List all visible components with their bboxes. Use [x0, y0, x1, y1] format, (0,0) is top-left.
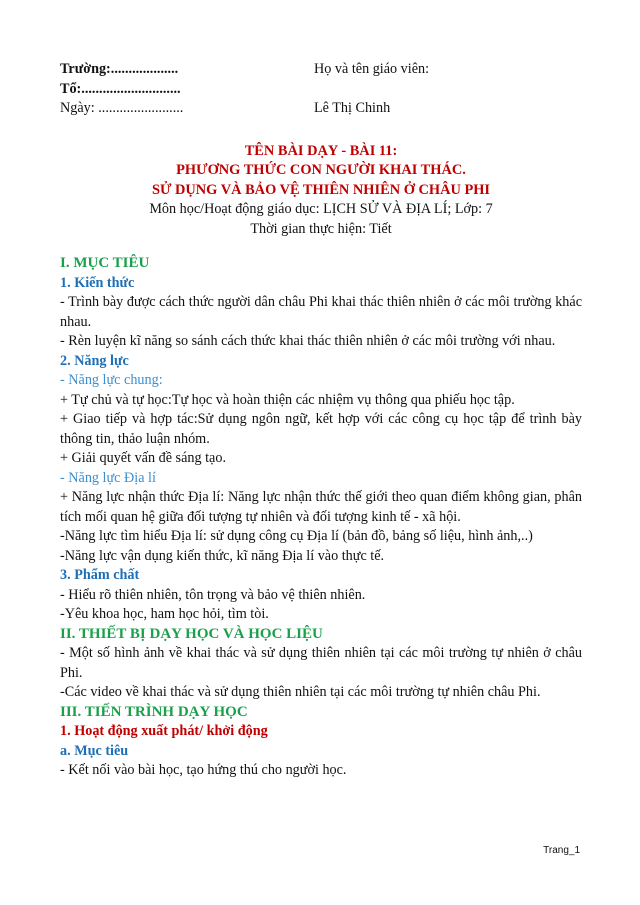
quality-heading: 3. Phẩm chất	[60, 567, 140, 583]
geography-competence-2: -Năng lực tìm hiểu Địa lí: sử dụng công cụ Địa lí (bản đồ, bảng số liệu, hình ảnh,..)	[60, 528, 533, 544]
section-1-heading: I. MỤC TIÊU	[60, 255, 150, 271]
geography-competence-1: + Năng lực nhận thức Địa lí: Năng lực nhận thức thế giới theo quan điểm không gian, phân tích mối quan hệ giữa đối tượng tự nhiên và đối tượng kinh tế - xã hội.	[60, 489, 582, 525]
header-row-1	[60, 60, 582, 80]
self-study-text: Tự học và hoàn thiện các nhiệm vụ thông qua phiếu học tập.	[171, 391, 515, 408]
time-line: Thời gian thực hiện: Tiết	[250, 220, 392, 237]
geography-competence-3: -Năng lực vận dụng kiến thức, kĩ năng Địa lí vào thực tế.	[60, 547, 385, 564]
activity-1-goal-heading: a. Mục tiêu	[60, 742, 129, 759]
equipment-item-2: -Các video về khai thác và sử dụng thiên nhiên tại các môi trường tự nhiên châu Phi.	[60, 684, 541, 700]
general-competence-3: + Giải quyết vấn đề sáng tạo.	[60, 450, 226, 466]
lesson-title-line3: SỬ DỤNG VÀ BẢO VỆ THIÊN NHIÊN Ở CHÂU PHI	[151, 181, 491, 198]
document-page	[60, 60, 582, 781]
general-competence-2	[60, 410, 582, 449]
section-3-heading: III. TIẾN TRÌNH DẠY HỌC	[60, 703, 248, 720]
lesson-title-line1: TÊN BÀI DẠY - BÀI 11:	[244, 142, 398, 159]
lesson-title-line2: PHƯƠNG THỨC CON NGƯỜI KHAI THÁC.	[176, 162, 466, 178]
communication-label: + Giao tiếp và hợp tác:	[60, 411, 198, 427]
quality-item-2: -Yêu khoa học, ham học hỏi, tìm tòi.	[60, 606, 269, 622]
knowledge-heading: 1. Kiến thức	[60, 274, 135, 291]
communication-text: Sử dụng ngôn ngữ, kết hợp với các công cụ học tập để trình bày thông tin, thảo luận nhóm.	[60, 411, 582, 447]
activity-1-goal-item: - Kết nối vào bài học, tạo hứng thú cho người học.	[60, 762, 347, 778]
competence-heading: 2. Năng lực	[60, 352, 129, 369]
equipment-item-1: - Một số hình ảnh về khai thác và sử dụng thiên nhiên tại các môi trường tự nhiên ở châu Phi.	[60, 645, 582, 681]
subject-line: Môn học/Hoạt động giáo dục: LỊCH SỬ VÀ ĐỊA LÍ; Lớp: 7	[149, 201, 493, 217]
general-competence-1	[60, 391, 582, 411]
teacher-name: Lê Thị Chinh	[314, 100, 391, 116]
header-row-3	[60, 99, 582, 119]
knowledge-item-1: - Trình bày được cách thức người dân châu Phi khai thác thiên nhiên ở các môi trường khác nhau.	[60, 294, 582, 330]
school-field: Trường:...................	[60, 61, 179, 77]
page-number: Trang_1	[543, 845, 580, 856]
quality-item-1: - Hiểu rõ thiên nhiên, tôn trọng và bảo vệ thiên nhiên.	[60, 586, 366, 603]
activity-1-heading: 1. Hoạt động xuất phát/ khởi động	[60, 723, 268, 739]
knowledge-item-2: - Rèn luyện kĩ năng so sánh cách thức khai thác thiên nhiên ở các môi trường với nhau.	[60, 333, 556, 349]
general-competence-label: - Năng lực chung:	[60, 372, 163, 388]
geography-competence-label: - Năng lực Địa lí	[60, 469, 156, 486]
date-field: Ngày: ........................	[60, 100, 184, 116]
header-row-2	[60, 80, 582, 100]
teacher-label: Họ và tên giáo viên:	[314, 61, 430, 77]
group-field: Tổ:............................	[60, 80, 181, 97]
section-2-heading: II. THIẾT BỊ DẠY HỌC VÀ HỌC LIỆU	[60, 625, 323, 642]
self-study-label: + Tự chủ và tự học:	[60, 391, 172, 408]
